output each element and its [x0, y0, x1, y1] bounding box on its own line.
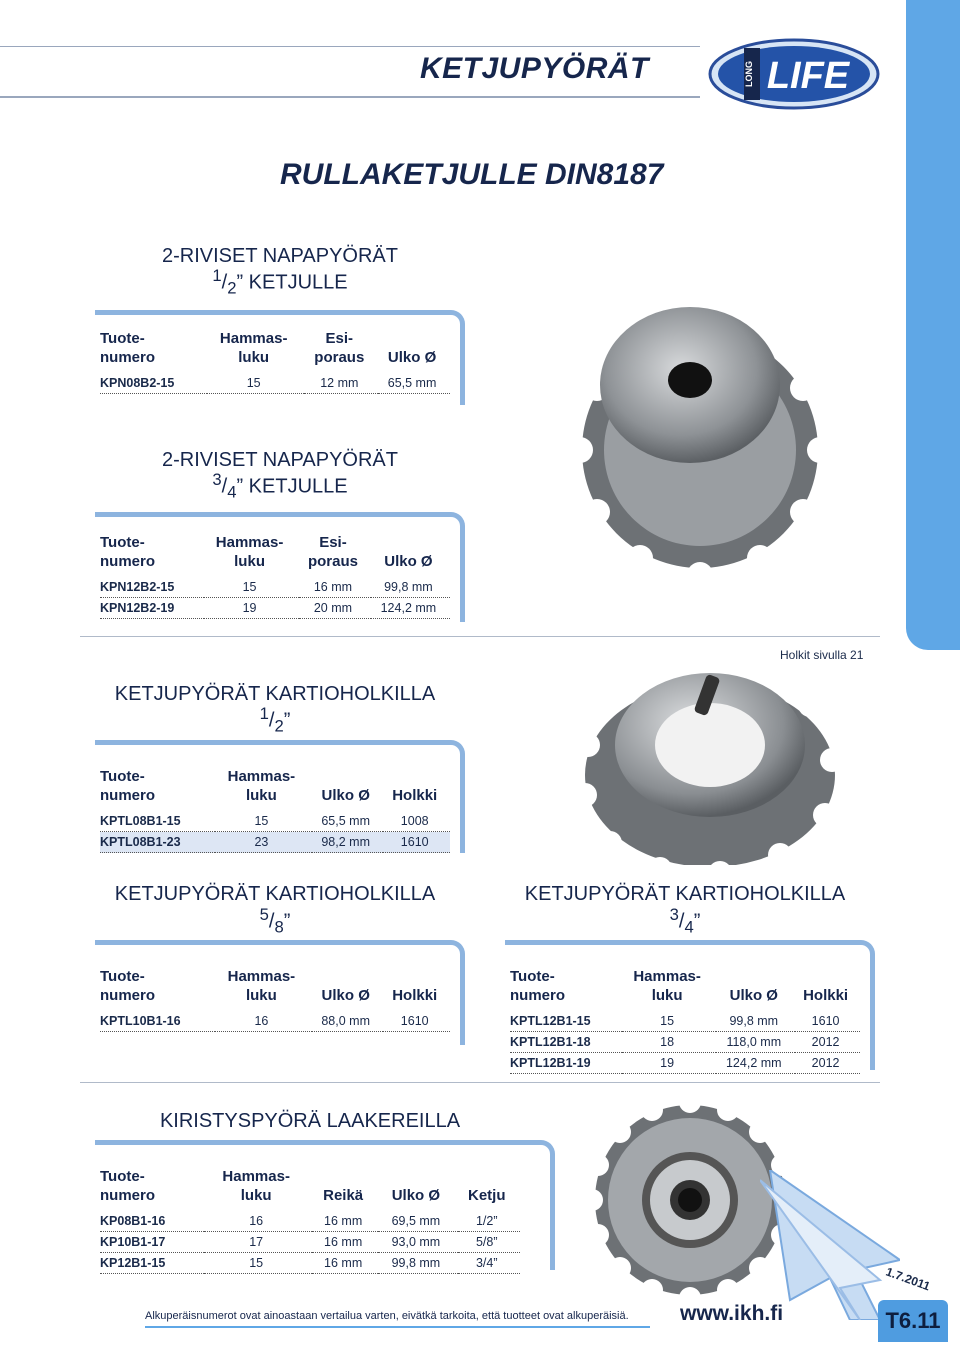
- section4-fraction: $^5/_8$”: [259, 905, 291, 937]
- col-ulko: Ulko Ø: [321, 987, 370, 1004]
- col-reika: Reikä: [323, 1187, 364, 1204]
- col-holkki: Holkki: [392, 787, 438, 804]
- table-row: KP10B1-17 17 16 mm 93,0 mm 5/8”: [100, 1232, 520, 1253]
- section1-title-text: 2-RIVISET NAPAPYÖRÄT: [162, 245, 398, 267]
- section3-fraction: $^1/_2$”: [259, 704, 291, 736]
- logo-life-text: LIFE: [766, 55, 850, 97]
- taperlock-sprocket-image: [570, 665, 835, 865]
- table-row: KPTL12B1-19 19 124,2 mm 2012: [510, 1053, 860, 1074]
- double-sprocket-image: [565, 290, 835, 575]
- section6-table: [100, 1167, 520, 1274]
- header-rule-top: [0, 46, 700, 47]
- section2-frac-num: 3: [212, 470, 222, 489]
- section3-table: [100, 767, 450, 853]
- page-title: KETJUPYÖRÄT: [420, 52, 649, 85]
- col-ulko: Ulko Ø: [384, 553, 433, 570]
- table-row: KPTL12B1-15 15 99,8 mm 1610: [510, 1011, 860, 1032]
- section1-suffix: ” KETJULLE: [236, 271, 348, 294]
- col-tuotenumero: Tuote- numero: [100, 968, 156, 1004]
- col-tuotenumero: Tuote- numero: [100, 768, 156, 804]
- section4-title-text: KETJUPYÖRÄT KARTIOHOLKILLA: [114, 883, 436, 905]
- table-row: KP08B1-16 16 16 mm 69,5 mm 1/2”: [100, 1211, 520, 1232]
- side-accent-bar: [906, 0, 960, 650]
- arrow-decoration-icon: [760, 1170, 900, 1320]
- section5-title: [510, 883, 860, 906]
- section4-table: [100, 967, 450, 1032]
- col-holkki: Holkki: [392, 987, 438, 1004]
- page-number-badge: [878, 1300, 948, 1342]
- footer-date: 1.7.2011: [883, 1264, 933, 1294]
- divider: [80, 636, 880, 637]
- section5-table: [510, 967, 860, 1074]
- col-hammasluku: Hammas- luku: [633, 968, 701, 1004]
- footer-disclaimer: Alkuperäisnumerot ovat ainoastaan vertailua varten, eivätkä tarkoita, että tuotteet ovat alkuperäisiä.: [145, 1310, 629, 1322]
- section4-suffix: ”: [283, 910, 291, 933]
- section2-frac-den: 4: [227, 482, 237, 502]
- section4-frac-den: 8: [274, 917, 284, 937]
- col-hammasluku: Hammas- luku: [219, 330, 288, 366]
- table-row: KP12B1-15 15 16 mm 99,8 mm 3/4”: [100, 1253, 520, 1274]
- section3-frac-num: 1: [259, 704, 269, 723]
- section4-card: [95, 940, 465, 1045]
- section3-card: [95, 740, 465, 853]
- header-rule-bottom: [0, 96, 700, 98]
- section1-fraction: $^1/_2$” KETJULLE: [212, 266, 348, 298]
- section1-table: [100, 329, 450, 394]
- page-number: T6.11: [885, 1308, 941, 1333]
- col-ketju: Ketju: [468, 1187, 506, 1204]
- col-ulko: Ulko Ø: [321, 787, 370, 804]
- table-row: KPTL08B1-23 23 98,2 mm 1610: [100, 832, 450, 853]
- section2-table: [100, 533, 450, 619]
- section1-frac-num: 1: [212, 266, 222, 285]
- logo-long-text: LONG: [744, 61, 754, 87]
- divider: [80, 1082, 880, 1083]
- col-esiporaus: Esi- poraus: [314, 330, 365, 366]
- section3-frac-den: 2: [274, 716, 284, 736]
- section2-card: [95, 512, 465, 622]
- section4-frac-num: 5: [259, 905, 269, 924]
- section4-title: [100, 883, 450, 906]
- col-tuotenumero: Tuote- numero: [100, 330, 156, 366]
- table-row: KPN08B2-15 15 12 mm 65,5 mm: [100, 373, 450, 394]
- section3-title: [100, 683, 450, 706]
- col-esiporaus: Esi- poraus: [307, 534, 358, 570]
- col-hammasluku: Hammas- luku: [227, 968, 296, 1004]
- table-row: KPTL12B1-18 18 118,0 mm 2012: [510, 1032, 860, 1053]
- col-tuotenumero: Tuote- numero: [100, 1168, 156, 1204]
- section1-title: [120, 245, 440, 268]
- section5-frac-den: 4: [684, 917, 694, 937]
- col-hammasluku: Hammas- luku: [222, 1168, 290, 1204]
- section2-title: [120, 449, 440, 472]
- section3-title-text: KETJUPYÖRÄT KARTIOHOLKILLA: [114, 683, 436, 705]
- col-ulko: Ulko Ø: [729, 987, 778, 1004]
- section5-fraction: $^3/_4$”: [669, 905, 701, 937]
- table-row: KPN12B2-15 15 16 mm 99,8 mm: [100, 577, 450, 598]
- section5-frac-num: 3: [669, 905, 679, 924]
- col-ulko: Ulko Ø: [387, 349, 437, 366]
- section3-suffix: ”: [283, 709, 291, 732]
- longlife-logo: [708, 38, 880, 110]
- section2-fraction: $^3/_4$” KETJULLE: [212, 470, 348, 502]
- table-row: KPN12B2-19 19 20 mm 124,2 mm: [100, 598, 450, 619]
- section5-suffix: ”: [693, 910, 701, 933]
- footer-rule: [145, 1326, 650, 1328]
- col-hammasluku: Hammas- luku: [215, 534, 284, 570]
- col-tuotenumero: Tuote- numero: [100, 534, 156, 570]
- section2-suffix: ” KETJULLE: [236, 475, 348, 498]
- section5-title-text: KETJUPYÖRÄT KARTIOHOLKILLA: [524, 883, 846, 905]
- col-tuotenumero: Tuote- numero: [510, 968, 566, 1004]
- section5-card: [505, 940, 875, 1070]
- table-row: KPTL08B1-15 15 65,5 mm 1008: [100, 811, 450, 832]
- col-ulko: Ulko Ø: [391, 1187, 441, 1204]
- section6-title: [150, 1110, 470, 1133]
- col-hammasluku: Hammas- luku: [227, 768, 296, 804]
- table-row: KPTL10B1-16 16 88,0 mm 1610: [100, 1011, 450, 1032]
- section1-frac-den: 2: [227, 278, 237, 298]
- section6-title-text: KIRISTYSPYÖRÄ LAAKEREILLA: [159, 1110, 461, 1132]
- section1-card: [95, 310, 465, 405]
- footer-url[interactable]: www.ikh.fi: [680, 1302, 784, 1325]
- section6-card: [95, 1140, 555, 1270]
- section2-title-text: 2-RIVISET NAPAPYÖRÄT: [162, 449, 398, 471]
- col-holkki: Holkki: [803, 987, 849, 1004]
- page-subtitle: RULLAKETJULLE DIN8187: [280, 158, 664, 191]
- holkit-note: Holkit sivulla 21: [780, 648, 864, 662]
